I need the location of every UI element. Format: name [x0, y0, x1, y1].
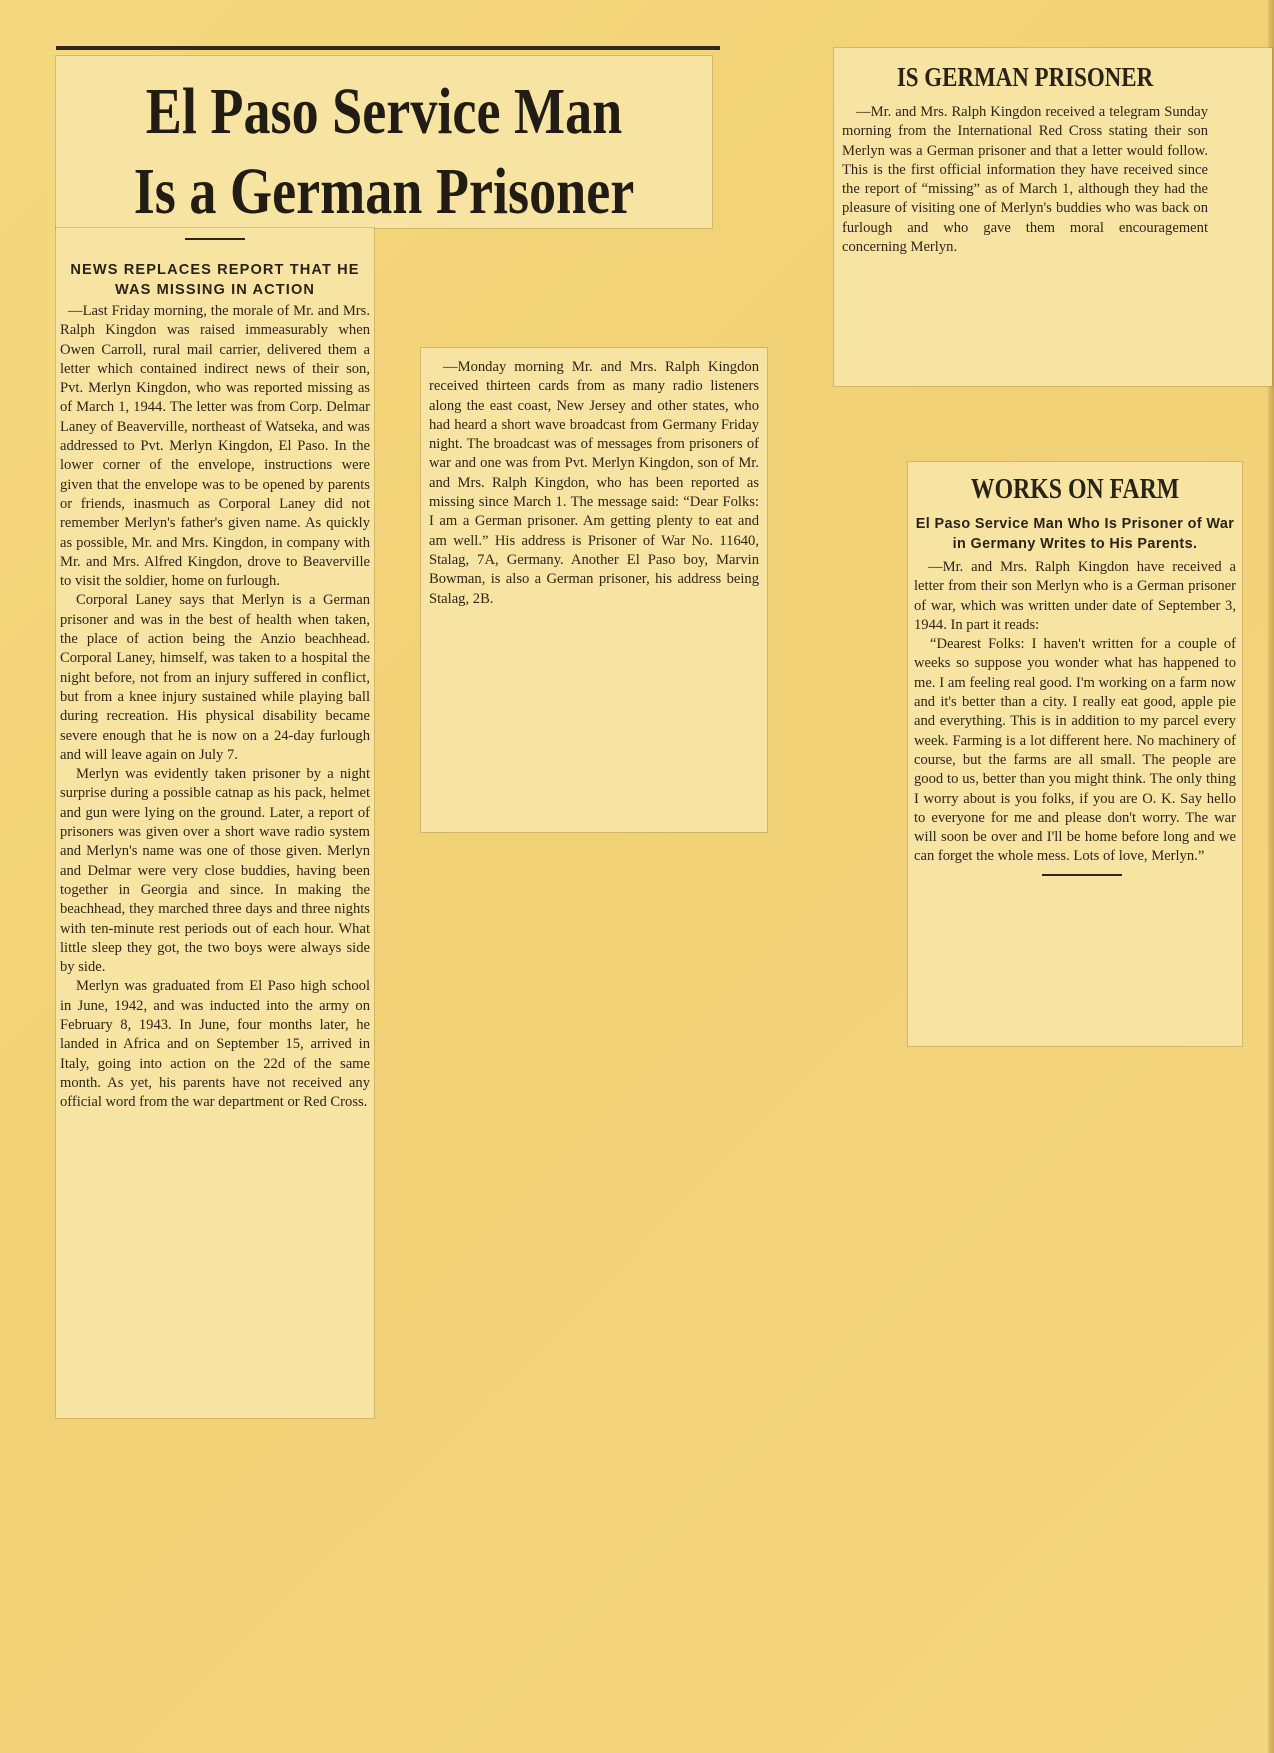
headline-line-1: El Paso Service Man: [145, 75, 623, 148]
headline-top-rule: [56, 46, 720, 50]
headline-clipping: [56, 56, 712, 228]
story4-title: WORKS ON FARM: [970, 474, 1180, 505]
story1-paragraph-2: Corporal Laney says that Merlyn is a German prisoner and was in the best of health when taken, the place of action being the Anzio beachhead. Corporal Laney, himself, was taken to a hospital the night before, not from an injury suffered in conflict, but from a knee injury sustained while playing ball during recreation. His physical disability became severe enough that he is now on a 24-day furlough and will leave again on July 7.: [60, 592, 370, 763]
end-rule: [1042, 874, 1122, 876]
story-works-on-farm: [908, 462, 1242, 1046]
story-is-german-prisoner: [834, 48, 1272, 386]
story1-subhead: NEWS REPLACES REPORT THAT HE WAS MISSING IN ACTION: [70, 262, 360, 298]
story4-paragraph-1: —Mr. and Mrs. Ralph Kingdon have received a letter from their son Merlyn who is a German prisoner of war, which was written under date of September 3, 1944. In part it reads:: [914, 559, 1236, 633]
story-missing-in-action: [56, 228, 374, 1418]
story4-paragraph-2: “Dearest Folks: I haven't written for a couple of weeks so suppose you wonder what has happened to me. I am feeling real good. I'm working on a farm now and it's better than a city. I really eat good, apple pie and everything. This is in addition to my parcel every week. Farming is a lot different here. No machinery of course, but the farms are all small. The people are good to us, better than you might think. The only thing I worry about is you folks, if you are O. K. Say hello to everyone for me and please don't worry. The war will soon be over and I'll be home before long and we can forget the whole mess. Lots of love, Merlyn.”: [914, 636, 1236, 865]
subhead-rule: [185, 238, 245, 240]
story3-title: IS GERMAN PRISONER: [896, 62, 1154, 92]
story1-paragraph-1: —Last Friday morning, the morale of Mr. and Mrs. Ralph Kingdon was raised immeasurably when Owen Carroll, rural mail carrier, delivered them a letter which contained indirect news of their son, Pvt. Merlyn Kingdon, who was reported missing as of March 1, 1944. The letter was from Corp. Delmar Laney of Beaverville, northeast of Watseka, and was addressed to Pvt. Merlyn Kingdon, El Paso. In the lower corner of the envelope, instructions were given that the envelope was to be opened by parents or friends, inasmuch as Corporal Laney did not remember Merlyn's father's given name. As quickly as possible, Mr. and Mrs. Kingdon, in company with Mr. and Mrs. Alfred Kingdon, drove to Beaverville to visit the soldier, home on furlough.: [60, 303, 370, 590]
story1-paragraph-3: Merlyn was evidently taken prisoner by a night surprise during a possible catnap as his pack, helmet and gun were lying on the ground. Later, a report of prisoners was given over a short wave radio system and Merlyn's name was one of those given. Merlyn and Delmar were very close buddies, having been together in Georgia and since. In making the beachhead, they marched three days and three nights with ten-minute rest periods out of each hour. What little sleep they got, the two boys were always side by side.: [60, 766, 370, 976]
story3-paragraph-1: —Mr. and Mrs. Ralph Kingdon received a telegram Sunday morning from the International Red Cross stating their son Merlyn was a German prisoner and that a letter would follow. This is the first official information they have received since the report of “missing” as of March 1, although they had the pleasure of visiting one of Merlyn's buddies who was back on furlough and who gave them moral encouragement concerning Merlyn.: [842, 104, 1208, 256]
story2-paragraph-1: —Monday morning Mr. and Mrs. Ralph Kingdon received thirteen cards from as many radio listeners along the east coast, New Jersey and other states, who had heard a short wave broadcast from Germany Friday night. The broadcast was of messages from prisoners of war and one was from Pvt. Merlyn Kingdon, son of Mr. and Mrs. Ralph Kingdon, who has been reported as missing since March 1. The message said: “Dear Folks: I am a German prisoner. Am getting plenty to eat and am well.” His address is Prisoner of War No. 11640, Stalag, 7A, Germany. Another El Paso boy, Marvin Bowman, is also a German prisoner, his address being Stalag, 2B.: [429, 359, 759, 607]
story-radio-broadcast: [421, 348, 767, 832]
story1-paragraph-4: Merlyn was graduated from El Paso high school in June, 1942, and was inducted into the army on February 8, 1943. In June, four months later, he landed in Africa and on September 15, arrived in Italy, going into action on the 22d of the same month. As yet, his parents have not received any official word from the war department or Red Cross.: [60, 978, 370, 1111]
story4-subhead: El Paso Service Man Who Is Prisoner of War in Germany Writes to His Parents.: [915, 516, 1235, 552]
headline-line-2: Is a German Prisoner: [133, 155, 635, 228]
